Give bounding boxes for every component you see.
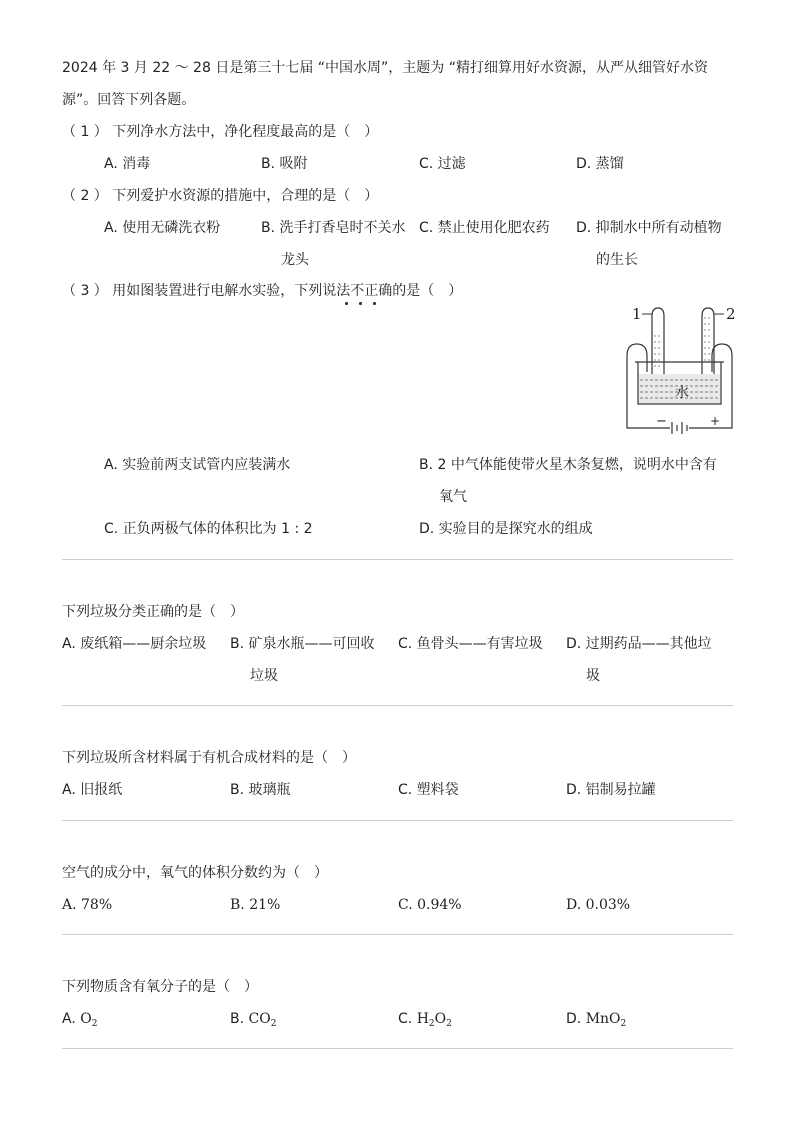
q2-option-d-line1[interactable]: D. 抑制水中所有动植物 xyxy=(576,220,722,236)
q1-stem: （ 1 ） 下列净水方法中，净化程度最高的是（ ） xyxy=(62,124,379,140)
option-letter: B. xyxy=(230,1011,249,1027)
tube-label-2: 2 xyxy=(726,305,736,323)
q5-option-d[interactable]: D. 铝制易拉罐 xyxy=(566,782,656,798)
emphasis-dot xyxy=(359,302,362,305)
q5-option-b[interactable]: B. 玻璃瓶 xyxy=(230,782,291,798)
section-divider xyxy=(62,705,733,706)
q7-option-a[interactable] xyxy=(62,1009,97,1029)
subscript: 2 xyxy=(620,1019,627,1029)
emphasis-dot xyxy=(345,302,348,305)
q1-option-c[interactable]: C. 过滤 xyxy=(419,156,466,172)
q4-stem: 下列垃圾分类正确的是（ ） xyxy=(62,604,244,620)
formula: MnO xyxy=(585,1011,621,1027)
q3-option-b-line1[interactable]: B. 2 中气体能使带火星木条复燃，说明水中含有 xyxy=(419,457,717,473)
q2-stem: （ 2 ） 下列爱护水资源的措施中，合理的是（ ） xyxy=(62,188,379,204)
q4-option-b-line1[interactable]: B. 矿泉水瓶——可回收 xyxy=(230,636,375,652)
positive-terminal-label: + xyxy=(710,414,721,428)
q4-option-a[interactable]: A. 废纸箱——厨余垃圾 xyxy=(62,636,207,652)
q3-option-c[interactable]: C. 正负两极气体的体积比为 1 : 2 xyxy=(104,521,313,537)
formula: CO xyxy=(248,1011,271,1027)
q7-option-c[interactable] xyxy=(398,1009,452,1029)
section-divider xyxy=(62,559,733,560)
subscript: 2 xyxy=(446,1019,452,1029)
formula: O xyxy=(434,1011,447,1027)
section-divider xyxy=(62,820,733,821)
water-label: 水 xyxy=(675,385,689,401)
q2-option-b-line2[interactable]: 龙头 xyxy=(281,252,309,268)
tube-label-1: 1 xyxy=(632,305,642,323)
option-letter: D. xyxy=(566,1011,586,1027)
q2-option-c[interactable]: C. 禁止使用化肥农药 xyxy=(419,220,550,236)
option-letter: A. xyxy=(62,1011,81,1027)
q7-option-d[interactable] xyxy=(566,1009,626,1029)
q2-option-a[interactable]: A. 使用无磷洗衣粉 xyxy=(104,220,221,236)
electrolysis-diagram xyxy=(620,300,745,440)
q5-option-a[interactable]: A. 旧报纸 xyxy=(62,782,123,798)
q5-option-c[interactable]: C. 塑料袋 xyxy=(398,782,459,798)
subscript: 2 xyxy=(270,1019,277,1029)
subscript: 2 xyxy=(91,1019,98,1029)
q5-stem: 下列垃圾所含材料属于有机合成材料的是（ ） xyxy=(62,750,356,766)
q6-option-a[interactable]: A. 78% xyxy=(62,897,113,913)
q1-option-a[interactable]: A. 消毒 xyxy=(104,156,151,172)
q3-option-a[interactable]: A. 实验前两支试管内应装满水 xyxy=(104,457,291,473)
q2-option-d-line2[interactable]: 的生长 xyxy=(596,252,638,268)
q4-option-d-line2[interactable]: 圾 xyxy=(586,668,600,684)
negative-terminal-label: − xyxy=(656,414,667,429)
q3-option-d[interactable]: D. 实验目的是探究水的组成 xyxy=(419,521,593,537)
q6-option-d[interactable]: D. 0.03% xyxy=(566,897,631,913)
emphasis-dot xyxy=(373,302,376,305)
q3-option-b-line2[interactable]: 氧气 xyxy=(439,489,467,505)
q7-option-b[interactable] xyxy=(230,1009,276,1029)
q6-option-b[interactable]: B. 21% xyxy=(230,897,281,913)
option-letter: C. xyxy=(398,1011,417,1027)
formula: O xyxy=(80,1011,92,1027)
formula: H xyxy=(416,1011,429,1027)
q4-option-d-line1[interactable]: D. 过期药品——其他垃 xyxy=(566,636,712,652)
q7-stem: 下列物质含有氧分子的是（ ） xyxy=(62,979,258,995)
intro-line-2: 源”。回答下列各题。 xyxy=(62,92,196,108)
section-divider xyxy=(62,934,733,935)
q4-option-c[interactable]: C. 鱼骨头——有害垃圾 xyxy=(398,636,543,652)
q3-stem: （ 3 ） 用如图装置进行电解水实验，下列说法不正确的是（ ） xyxy=(62,283,463,299)
q6-option-c[interactable]: C. 0.94% xyxy=(398,897,462,913)
subscript: 2 xyxy=(428,1019,435,1029)
intro-line-1: 2024 年 3 月 22 ～ 28 日是第三十七届 “中国水周”，主题为 “精打细算用好水资源，从严从细管好水资 xyxy=(62,60,708,76)
q6-stem: 空气的成分中，氧气的体积分数约为（ ） xyxy=(62,865,328,881)
q1-option-d[interactable]: D. 蒸馏 xyxy=(576,156,624,172)
q1-option-b[interactable]: B. 吸附 xyxy=(261,156,308,172)
section-divider xyxy=(62,1048,733,1049)
q4-option-b-line2[interactable]: 垃圾 xyxy=(250,668,278,684)
q2-option-b-line1[interactable]: B. 洗手打香皂时不关水 xyxy=(261,220,406,236)
